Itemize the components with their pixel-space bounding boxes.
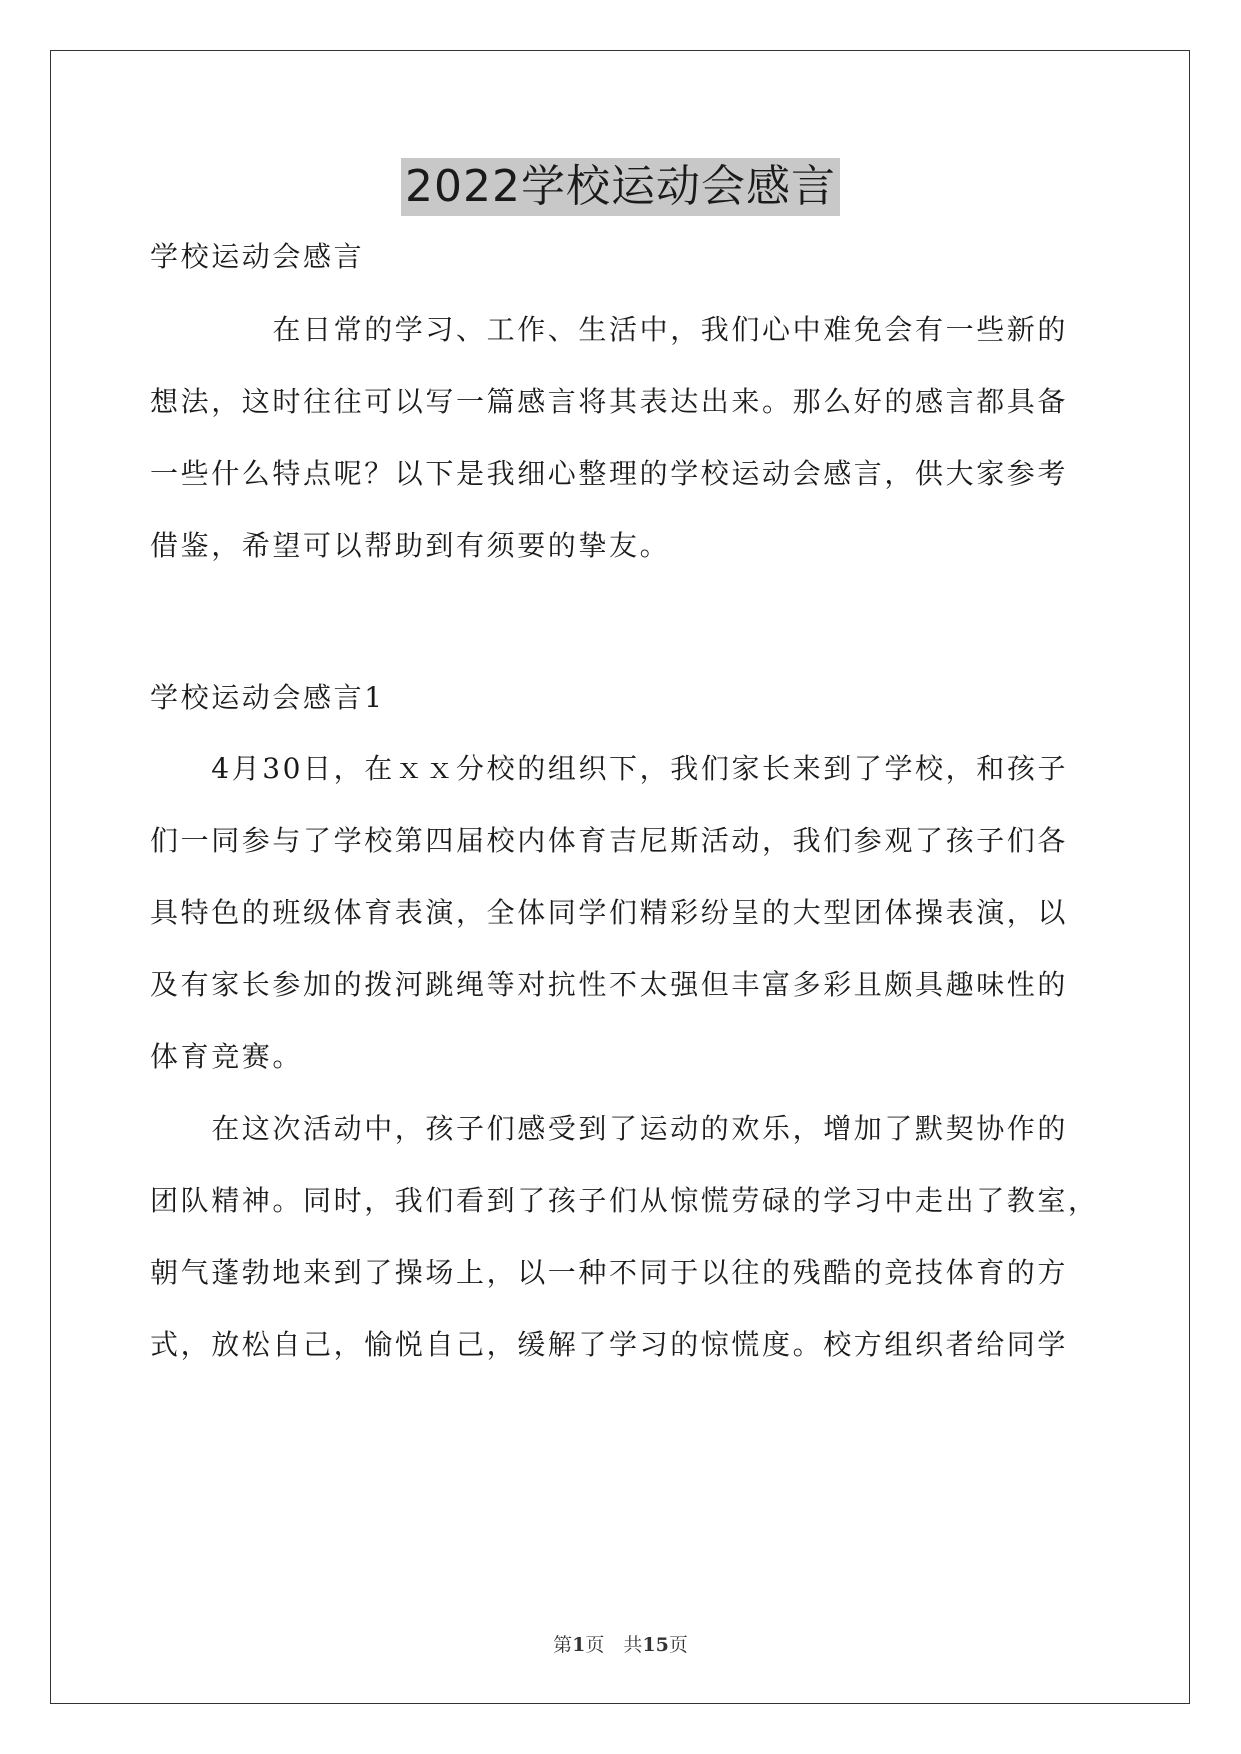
body-line: 们一同参与了学校第四届校内体育吉尼斯活动，我们参观了孩子们各 (150, 824, 1069, 857)
body-line: 朝气蓬勃地来到了操场上，以一种不同于以往的残酷的竞技体育的方 (150, 1256, 1069, 1289)
body-line: 一些什么特点呢？以下是我细心整理的学校运动会感言，供大家参考 (150, 457, 1069, 490)
section-heading-1: 学校运动会感言1 (150, 681, 385, 714)
footer-suffix: 页 (668, 1634, 688, 1656)
body-line: 想法，这时往往可以写一篇感言将其表达出来。那么好的感言都具备 (150, 385, 1069, 418)
body-line: 及有家长参加的拨河跳绳等对抗性不太强但丰富多彩且颇具趣味性的 (150, 968, 1069, 1001)
body-line: 在这次活动中，孩子们感受到了运动的欢乐，增加了默契协作的 (150, 1112, 1069, 1145)
document-title (0, 158, 1241, 216)
body-line: 在日常的学习、工作、生活中，我们心中难免会有一些新的 (150, 313, 1069, 346)
body-line: 团队精神。同时，我们看到了孩子们从惊慌劳碌的学习中走出了教室， (150, 1184, 1099, 1217)
body-line: 式，放松自己，愉悦自己，缓解了学习的惊慌度。校方组织者给同学 (150, 1328, 1069, 1361)
footer-prefix: 第 (553, 1634, 573, 1656)
footer-mid: 页 共 (585, 1634, 643, 1656)
page-footer (0, 1630, 1241, 1657)
current-page-number: 1 (572, 1634, 586, 1656)
body-line: 体育竞赛。 (150, 1040, 304, 1073)
body-line: 借鉴，希望可以帮助到有须要的挚友。 (150, 529, 671, 562)
total-page-number: 15 (642, 1634, 669, 1656)
body-line: 具特色的班级体育表演，全体同学们精彩纷呈的大型团体操表演，以 (150, 896, 1069, 929)
body-line: 4月30日，在ｘｘ分校的组织下，我们家长来到了学校，和孩子 (150, 752, 1069, 785)
document-title-text: 2022学校运动会感言 (401, 158, 840, 216)
section-heading-intro: 学校运动会感言 (150, 240, 365, 273)
page-border (50, 50, 1190, 1704)
